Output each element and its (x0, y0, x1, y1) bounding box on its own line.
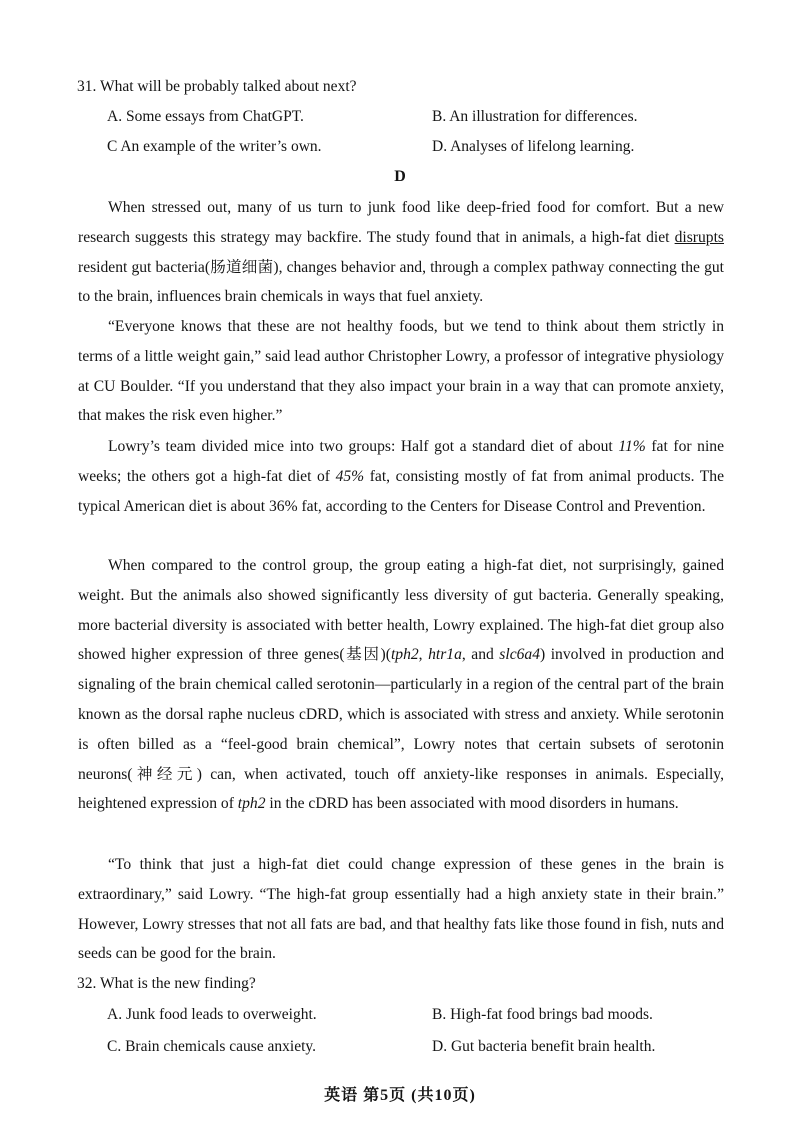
p1-text-after: resident gut bacteria(肠道细菌), changes behavior and, through a complex pathway connecting the gut to the brain, influences brain chemicals in ways that fuel anxiety. (78, 258, 724, 306)
passage-paragraph-3 (78, 432, 724, 521)
question-31-option-d: D. Analyses of lifelong learning. (432, 138, 635, 155)
question-31-option-b: B. An illustration for differences. (432, 108, 638, 125)
underlined-word: disrupts (674, 228, 724, 246)
question-31-option-c: C An example of the writer’s own. (107, 138, 322, 155)
passage-paragraph-1 (78, 193, 724, 312)
passage-paragraph-5: “To think that just a high-fat diet could change expression of these genes in the brain is extraordinary,” said Lowry. “The high-fat group essentially had a high anxiety state in their brain.” However, Lowry stresses that not all fats are bad, and that healthy fats like those found in fish, nuts and seeds can be good for the brain. (78, 856, 724, 963)
pct-11: 11% (618, 438, 646, 455)
p3-text-a: Lowry’s team divided mice into two groups: Half got a standard diet of about (108, 438, 619, 455)
gene-tph2-2: tph2 (237, 795, 266, 813)
section-heading: D (394, 168, 406, 185)
page-footer: 英语 第5页 (共10页) (324, 1087, 476, 1104)
p3-text-b: fat for nine weeks; the others got a high-fat diet of (78, 438, 725, 485)
p4-text-b: ) involved in production and signaling of the brain chemical called serotonin—particularly in a region of the central part of the brain known as the dorsal raphe nucleus cDRD, which is associated with stress and anxiety. While serotonin is often billed as a “feel-good brain chemical”, Lowry notes that certain subsets of serotonin neurons(神经元) can, when activated, touch off anxiety-like responses in animals. Especially, heightened expression of (78, 646, 724, 813)
p4-text-c: in the cDRD has been associated with mood disorders in humans. (265, 795, 679, 813)
p4-sep-2: , and (461, 646, 500, 664)
p4-text-a: When compared to the control group, the group eating a high-fat diet, not surprisingly, gained weight. But the animals also showed significantly less diversity of gut bacteria. Generally speaking, more bacterial diversity is associated with better health, Lowry explained. The high-fat diet group also showed higher expression of three genes(基因)( (78, 557, 724, 664)
p3-text-d: fat, according to the Centers for Disease Control and Prevention. (297, 497, 706, 515)
question-31-option-a: A. Some essays from ChatGPT. (107, 108, 304, 125)
p3-text-c: fat, consisting mostly of fat from animal products. The typical American diet is about (78, 467, 725, 515)
question-32-option-b: B. High-fat food brings bad moods. (432, 1006, 653, 1023)
question-32-option-c: C. Brain chemicals cause anxiety. (107, 1038, 317, 1055)
pct-36: 36% (268, 497, 298, 515)
pct-45: 45% (335, 467, 365, 485)
question-32-stem: 32. What is the new finding? (77, 975, 256, 992)
question-31-stem: 31. What will be probably talked about next? (77, 78, 357, 95)
question-32-option-d: D. Gut bacteria benefit brain health. (432, 1038, 656, 1055)
gene-slc6a4: slc6a4 (499, 646, 541, 664)
passage-paragraph-2: “Everyone knows that these are not healthy foods, but we tend to think about them strictly in terms of a little weight gain,” said lead author Christopher Lowry, a professor of integrative physiology at CU Boulder. “If you understand that they also impact your brain in a way that can promote anxiety, that makes the risk even higher.” (78, 318, 724, 425)
passage-paragraph-4 (78, 551, 724, 819)
gene-htr1a: htr1a (428, 646, 462, 664)
p1-text-before: When stressed out, many of us turn to junk food like deep-fried food for comfort. But a new research suggests this strategy may backfire. The study found that in animals, a high-fat diet (78, 199, 724, 246)
p4-sep-1: , (418, 646, 429, 664)
question-32-option-a: A. Junk food leads to overweight. (107, 1006, 317, 1023)
gene-tph2: tph2 (390, 646, 419, 664)
